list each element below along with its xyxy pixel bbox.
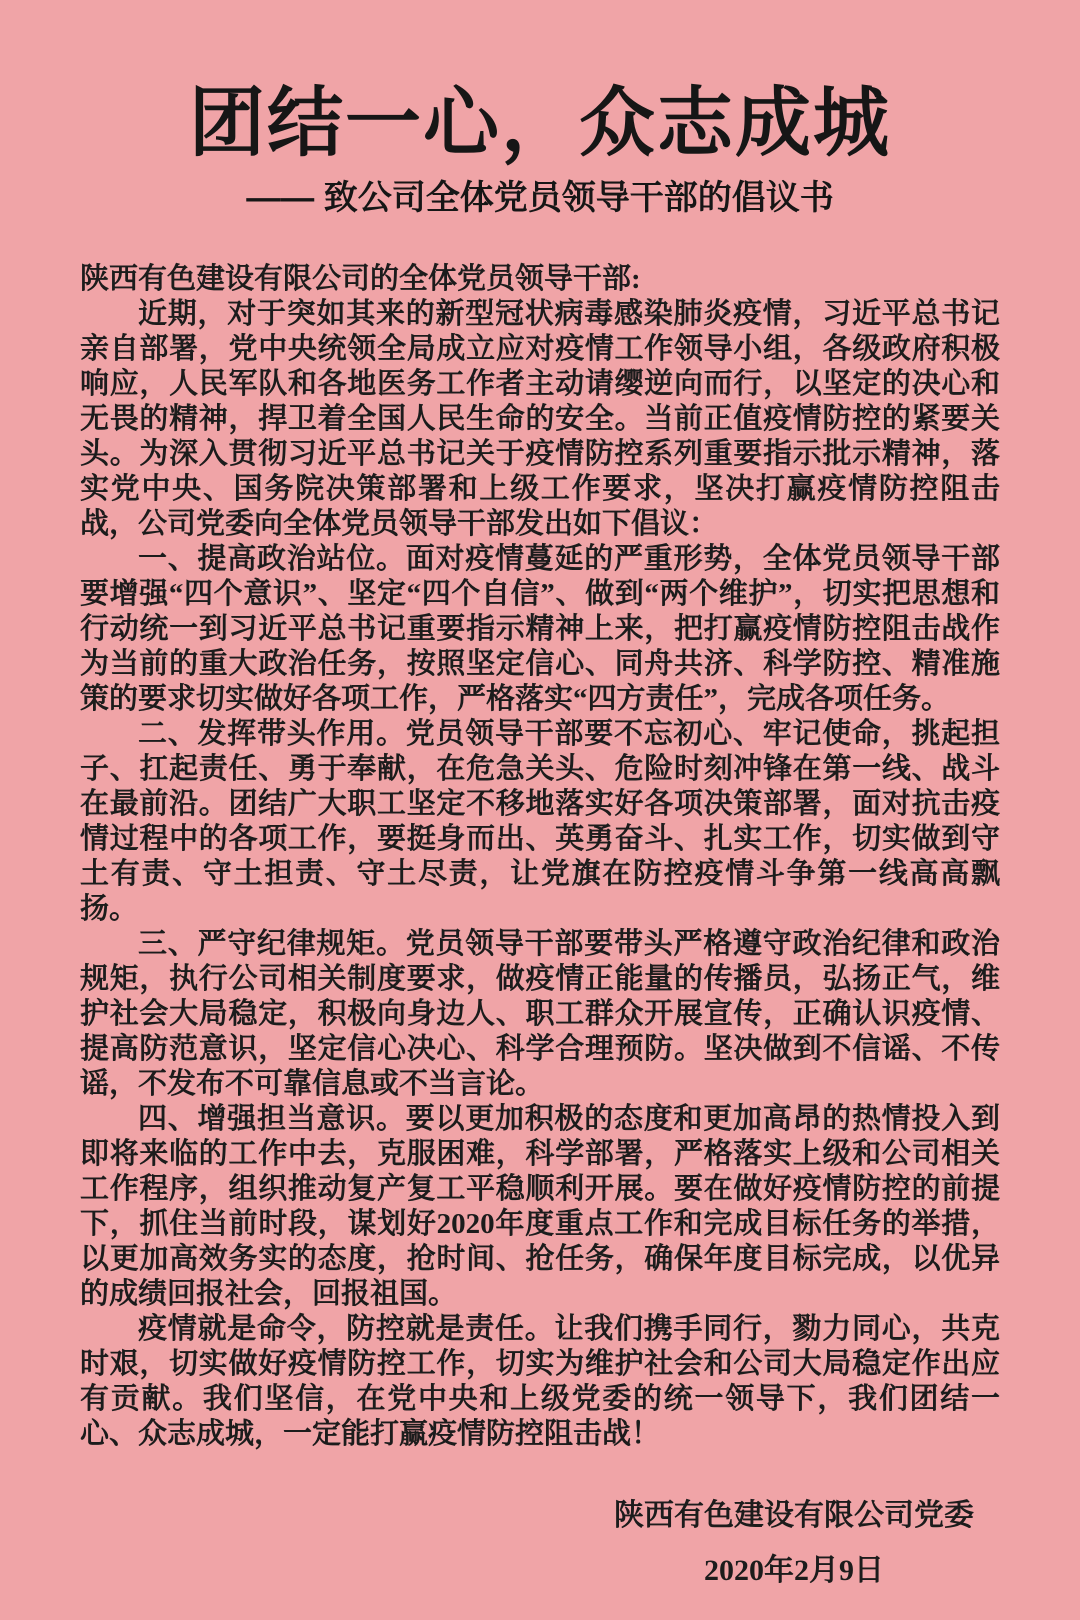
body-paragraph-item-1: 一、提高政治站位。面对疫情蔓延的严重形势，全体党员领导干部要增强“四个意识”、坚定“四个自信”、做到“两个维护”，切实把思想和行动统一到习近平总书记重要指示精神上来，把打赢疫情防控阻击战作为当前的重大政治任务，按照坚定信心、同舟共济、科学防控、精准施策的要求切实做好各项工作，严格落实“四方责任”，完成各项任务。 <box>80 543 1000 716</box>
body-paragraph-item-3: 三、严守纪律规矩。党员领导干部要带头严格遵守政治纪律和政治规矩，执行公司相关制度要求，做疫情正能量的传播员，弘扬正气，维护社会大局稳定，积极向身边人、职工群众开展宣传，正确认识疫情、提高防范意识，坚定信心决心、科学合理预防。坚决做到不信谣、不传谣，不发布不可靠信息或不当言论。 <box>80 928 1000 1101</box>
body-paragraph-item-4: 四、增强担当意识。要以更加积极的态度和更加高昂的热情投入到即将来临的工作中去，克服困难，科学部署，严格落实上级和公司相关工作程序，组织推动复产复工平稳顺利开展。要在做好疫情防控的前提下，抓住当前时段，谋划好2020年度重点工作和完成目标任务的举措，以更加高效务实的态度，抢时间、抢任务，确保年度目标完成，以优异的成绩回报社会，回报祖国。 <box>80 1103 1000 1311</box>
date-line: 2020年2月9日 <box>704 1554 884 1588</box>
closing-paragraph: 疫情就是命令，防控就是责任。让我们携手同行，勠力同心，共克时艰，切实做好疫情防控工作，切实为维护社会和公司大局稳定作出应有贡献。我们坚信，在党中央和上级党委的统一领导下，我们团结一心、众志成城，一定能打赢疫情防控阻击战！ <box>80 1313 1000 1451</box>
body-paragraph-intro: 近期，对于突如其来的新型冠状病毒感染肺炎疫情，习近平总书记亲自部署，党中央统领全局成立应对疫情工作领导小组，各级政府积极响应，人民军队和各地医务工作者主动请缨逆向而行，以坚定的决心和无畏的精神，捍卫着全国人民生命的安全。当前正值疫情防控的紧要关头。为深入贯彻习近平总书记关于疫情防控系列重要指示批示精神，落实党中央、国务院决策部署和上级工作要求，坚决打赢疫情防控阻击战，公司党委向全体党员领导干部发出如下倡议： <box>80 298 1000 541</box>
signature-block <box>614 1498 974 1588</box>
document-title: 团结一心，众志成城 <box>189 81 891 166</box>
signature-line: 陕西有色建设有限公司党委 <box>614 1499 974 1533</box>
document-subtitle: —— 致公司全体党员领导干部的倡议书 <box>246 178 834 217</box>
body-paragraph-item-2: 二、发挥带头作用。党员领导干部要不忘初心、牢记使命，挑起担子、扛起责任、勇于奉献，在危急关头、危险时刻冲锋在第一线、战斗在最前沿。团结广大职工坚定不移地落实好各项决策部署，面对抗击疫情过程中的各项工作，要挺身而出、英勇奋斗、扎实工作，切实做到守土有责、守土担责、守土尽责，让党旗在防控疫情斗争第一线高高飘扬。 <box>80 718 1000 926</box>
document-body <box>80 262 1000 1588</box>
salutation-line: 陕西有色建设有限公司的全体党员领导干部: <box>80 263 641 296</box>
